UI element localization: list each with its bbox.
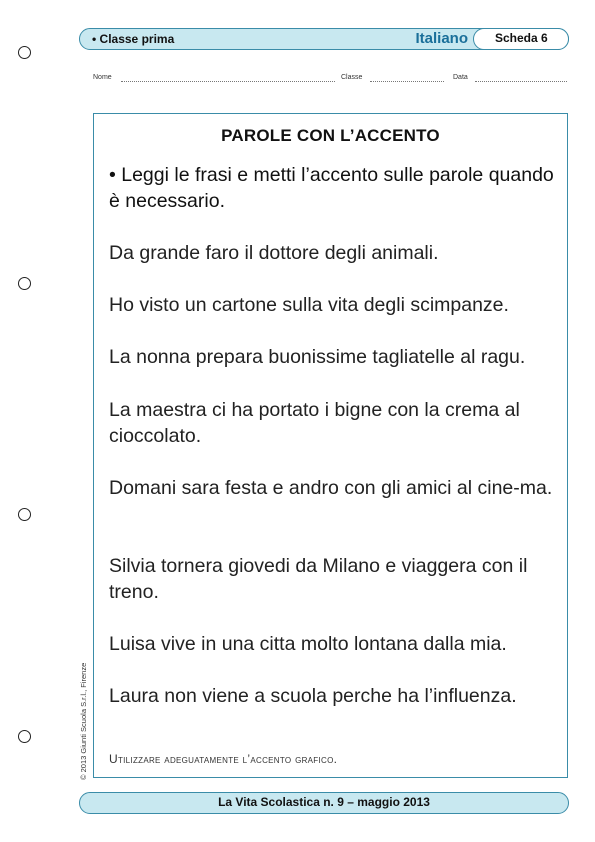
class-level-label: • Classe prima	[92, 32, 175, 46]
exercise-instruction: • Leggi le frasi e metti l’accento sulle parole quando è necessario.	[109, 164, 554, 212]
binder-hole-2	[18, 277, 31, 290]
class-field-label: Classe	[341, 74, 363, 81]
footer-bar: La Vita Scolastica n. 9 – maggio 2013	[79, 792, 569, 814]
date-field-line[interactable]	[475, 81, 567, 82]
date-field-label: Data	[453, 74, 468, 81]
sentence-2: Ho visto un cartone sulla vita degli scimpanze.	[109, 294, 509, 316]
class-field-line[interactable]	[370, 81, 444, 82]
exercise-box	[93, 113, 568, 778]
sentence-4: La maestra ci ha portato i bigne con la crema al cioccolato.	[109, 399, 520, 447]
header-bar	[79, 28, 569, 50]
name-field-label: Nome	[93, 74, 112, 81]
exercise-title: PAROLE CON L’ACCENTO	[221, 126, 440, 145]
sentence-6: Silvia tornera giovedi da Milano e viaggera con il treno.	[109, 555, 528, 603]
worksheet-number-badge: Scheda 6	[473, 28, 569, 50]
binder-hole-4	[18, 730, 31, 743]
sentence-7: Luisa vive in una citta molto lontana dalla mia.	[109, 633, 507, 655]
binder-hole-1	[18, 46, 31, 59]
sentence-5: Domani sara festa e andro con gli amici al cine-ma.	[109, 477, 553, 499]
sentence-1: Da grande faro il dottore degli animali.	[109, 242, 439, 264]
sentence-3: La nonna prepara buonissime tagliatelle al ragu.	[109, 346, 526, 368]
binder-hole-3	[18, 508, 31, 521]
name-field-line[interactable]	[121, 81, 335, 82]
subject-title: Italiano	[415, 30, 468, 47]
learning-objective-note: Utilizzare adeguatamente l’accento grafico.	[109, 752, 338, 766]
copyright-notice: © 2013 Giunti Scuola S.r.l., Firenze	[79, 662, 88, 780]
sentence-8: Laura non viene a scuola perche ha l’influenza.	[109, 685, 517, 707]
